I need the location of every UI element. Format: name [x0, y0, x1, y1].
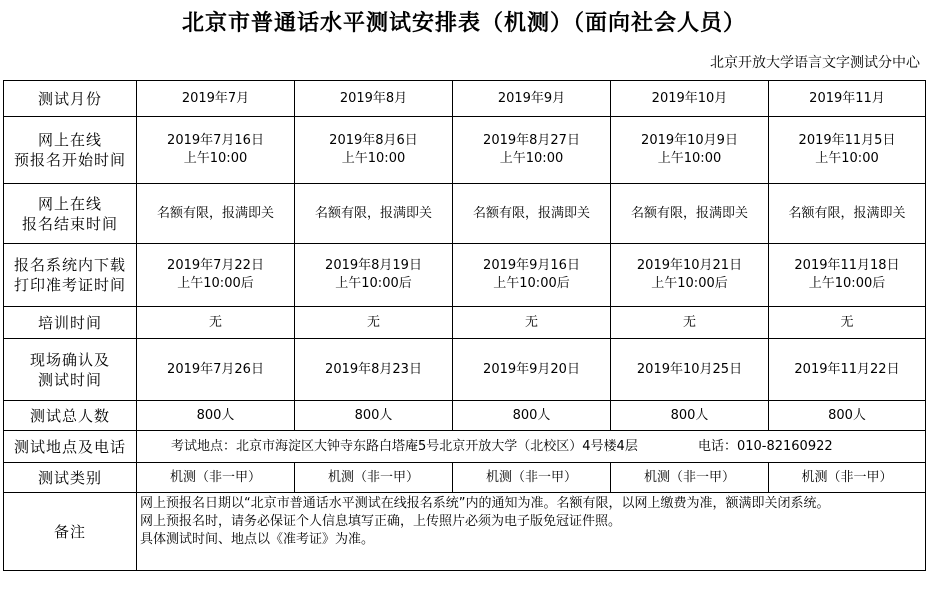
cell-month: 2019年10月 — [611, 81, 769, 117]
time-text: 上午10:00 — [183, 151, 248, 166]
label-ticket — [4, 244, 137, 307]
date-text: 2019年11月5日 — [798, 133, 896, 148]
cell-category: 机测（非一甲） — [769, 463, 926, 493]
label-line: 预报名开始时间 — [13, 151, 126, 169]
row-ticket — [4, 244, 926, 307]
location-address: 考试地点：北京市海淀区大钟寺东路白塔庵5号北京开放大学（北校区）4号楼4层 — [171, 438, 638, 454]
cell-ticket — [295, 244, 453, 307]
cell-reg-end: 名额有限，报满即关 — [611, 184, 769, 244]
cell-total: 800人 — [295, 401, 453, 431]
cell-training: 无 — [453, 307, 611, 339]
cell-reg-end: 名额有限，报满即关 — [769, 184, 926, 244]
time-text: 上午10:00后 — [651, 276, 728, 291]
label-line: 报名结束时间 — [21, 214, 118, 233]
note-line: 具体测试时间、地点以《准考证》为准。 — [140, 532, 375, 547]
time-text: 上午10:00 — [341, 151, 406, 166]
date-text: 2019年7月22日 — [167, 258, 264, 273]
cell-category: 机测（非一甲） — [295, 463, 453, 493]
cell-location — [137, 431, 926, 463]
cell-category: 机测（非一甲） — [137, 463, 295, 493]
row-reg-end — [4, 184, 926, 244]
cell-confirm: 2019年10月25日 — [611, 339, 769, 401]
time-text: 上午10:00 — [657, 151, 722, 166]
label-training: 培训时间 — [4, 307, 137, 339]
note-line: 网上预报名日期以“北京市普通话水平测试在线报名系统”内的通知为准。名额有限，以网上缴费为准，额满即关闭系统。 — [140, 496, 830, 511]
label-line: 网上在线 — [37, 194, 102, 213]
row-confirm — [4, 339, 926, 401]
cell-total: 800人 — [137, 401, 295, 431]
label-reg-end — [4, 184, 137, 244]
date-text: 2019年8月6日 — [329, 133, 418, 148]
date-text: 2019年9月16日 — [483, 258, 580, 273]
date-text: 2019年10月21日 — [636, 258, 743, 273]
cell-category: 机测（非一甲） — [453, 463, 611, 493]
label-category: 测试类别 — [4, 463, 137, 493]
label-line: 网上在线 — [37, 131, 102, 149]
cell-reg-start — [295, 117, 453, 184]
cell-confirm: 2019年9月20日 — [453, 339, 611, 401]
row-month — [4, 81, 926, 117]
cell-reg-end: 名额有限，报满即关 — [295, 184, 453, 244]
label-notes: 备注 — [4, 493, 137, 571]
label-location: 测试地点及电话 — [4, 431, 137, 463]
date-text: 2019年8月19日 — [325, 258, 422, 273]
row-reg-start — [4, 117, 926, 184]
page-title: 北京市普通话水平测试安排表（机测）（面向社会人员） — [181, 11, 746, 36]
cell-confirm: 2019年11月22日 — [769, 339, 926, 401]
organization-name: 北京开放大学语言文字测试分中心 — [710, 55, 920, 71]
time-text: 上午10:00 — [499, 151, 564, 166]
row-notes — [4, 493, 926, 571]
cell-reg-start — [611, 117, 769, 184]
label-total: 测试总人数 — [4, 401, 137, 431]
time-text: 上午10:00后 — [808, 276, 886, 291]
time-text: 上午10:00后 — [493, 276, 570, 291]
cell-training: 无 — [295, 307, 453, 339]
label-line: 现场确认及 — [29, 350, 110, 369]
label-month: 测试月份 — [4, 81, 137, 117]
date-text: 2019年7月16日 — [167, 133, 264, 148]
cell-total: 800人 — [611, 401, 769, 431]
row-location — [4, 431, 926, 463]
cell-month: 2019年8月 — [295, 81, 453, 117]
cell-category: 机测（非一甲） — [611, 463, 769, 493]
cell-training: 无 — [611, 307, 769, 339]
cell-reg-start — [453, 117, 611, 184]
cell-reg-start — [137, 117, 295, 184]
date-text: 2019年10月9日 — [641, 133, 738, 148]
cell-ticket — [611, 244, 769, 307]
cell-reg-end: 名额有限，报满即关 — [137, 184, 295, 244]
label-confirm — [4, 339, 137, 401]
cell-month: 2019年9月 — [453, 81, 611, 117]
cell-ticket — [137, 244, 295, 307]
cell-ticket — [769, 244, 926, 307]
cell-confirm: 2019年7月26日 — [137, 339, 295, 401]
time-text: 上午10:00后 — [177, 276, 254, 291]
date-text: 2019年8月27日 — [483, 133, 580, 148]
cell-notes — [137, 493, 926, 571]
note-line: 网上预报名时，请务必保证个人信息填写正确，上传照片必须为电子版免冠证件照。 — [140, 514, 622, 529]
cell-training: 无 — [137, 307, 295, 339]
time-text: 上午10:00 — [815, 151, 879, 166]
cell-training: 无 — [769, 307, 926, 339]
cell-month: 2019年11月 — [769, 81, 926, 117]
row-total — [4, 401, 926, 431]
date-text: 2019年11月18日 — [794, 258, 900, 273]
location-phone: 电话：010-82160922 — [697, 438, 833, 454]
cell-confirm: 2019年8月23日 — [295, 339, 453, 401]
row-category — [4, 463, 926, 493]
cell-ticket — [453, 244, 611, 307]
label-line: 报名系统内下载 — [13, 256, 126, 274]
schedule-table — [3, 80, 926, 571]
cell-total: 800人 — [769, 401, 926, 431]
cell-reg-start — [769, 117, 926, 184]
time-text: 上午10:00后 — [335, 276, 412, 291]
cell-total: 800人 — [453, 401, 611, 431]
label-line: 测试时间 — [37, 370, 102, 389]
cell-reg-end: 名额有限，报满即关 — [453, 184, 611, 244]
row-training — [4, 307, 926, 339]
cell-month: 2019年7月 — [137, 81, 295, 117]
label-line: 打印准考证时间 — [13, 276, 126, 294]
label-reg-start — [4, 117, 137, 184]
